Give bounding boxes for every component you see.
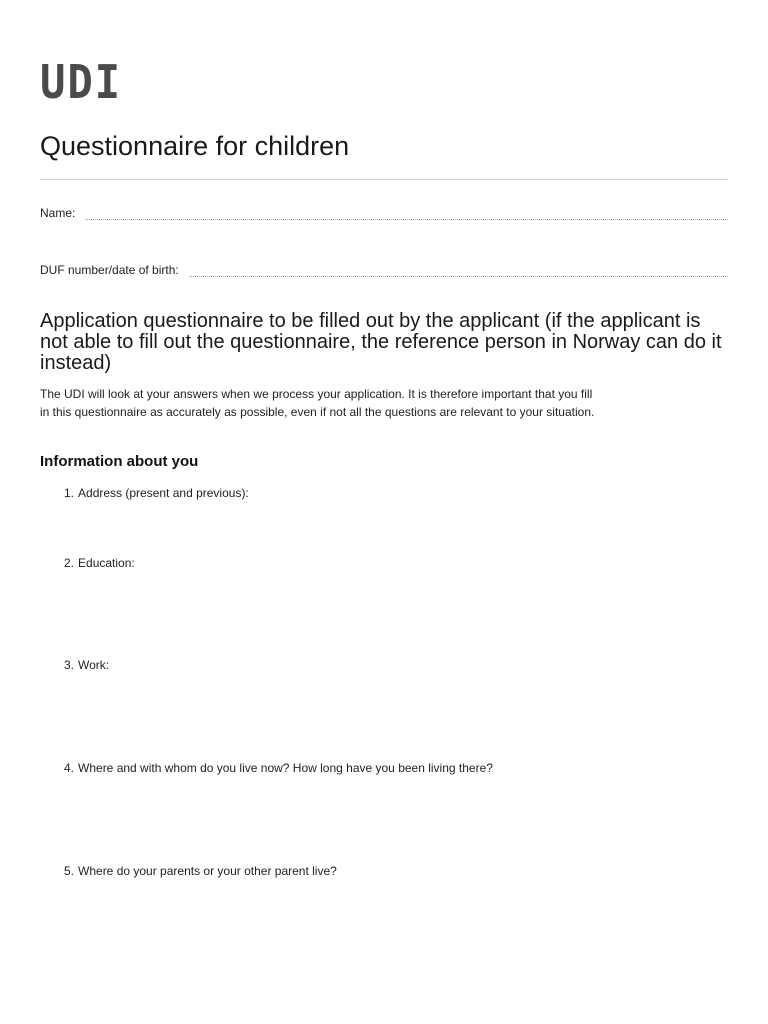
question-text: Education: (78, 556, 135, 570)
question-number: 4. (64, 761, 75, 775)
question-number: 3. (64, 658, 75, 672)
duf-label: DUF number/date of birth: (40, 263, 179, 277)
duf-field-row (40, 263, 728, 277)
intro-paragraph: The UDI will look at your answers when we process your application. It is therefore important that you fill in this questionnaire as accurately as possible, even if not all the questions are relevant to your situation. (40, 387, 595, 419)
question-text: Where do your parents or your other parent live? (78, 864, 337, 878)
question-number: 2. (64, 556, 75, 570)
udi-logo: UDI (40, 55, 122, 109)
question-item (64, 760, 493, 776)
question-text: Where and with whom do you live now? How long have you been living there? (78, 761, 493, 775)
question-text: Work: (78, 658, 110, 672)
title-divider (40, 179, 728, 180)
name-label: Name: (40, 206, 76, 220)
question-number: 1. (64, 486, 75, 500)
question-number: 5. (64, 864, 75, 878)
duf-input-line[interactable] (189, 264, 728, 277)
question-item (64, 485, 249, 501)
question-item (64, 863, 337, 879)
name-input-line[interactable] (85, 207, 728, 220)
question-item (64, 657, 109, 673)
document-title: Questionnaire for children (40, 131, 350, 161)
name-field-row (40, 206, 728, 220)
section-heading: Application questionnaire to be filled out by the applicant (if the applicant is not able to fill out the questionnaire, the reference person in Norway can do it instead) (40, 310, 722, 374)
question-text: Address (present and previous): (78, 486, 249, 500)
question-item (64, 555, 135, 571)
info-heading: Information about you (40, 453, 199, 470)
